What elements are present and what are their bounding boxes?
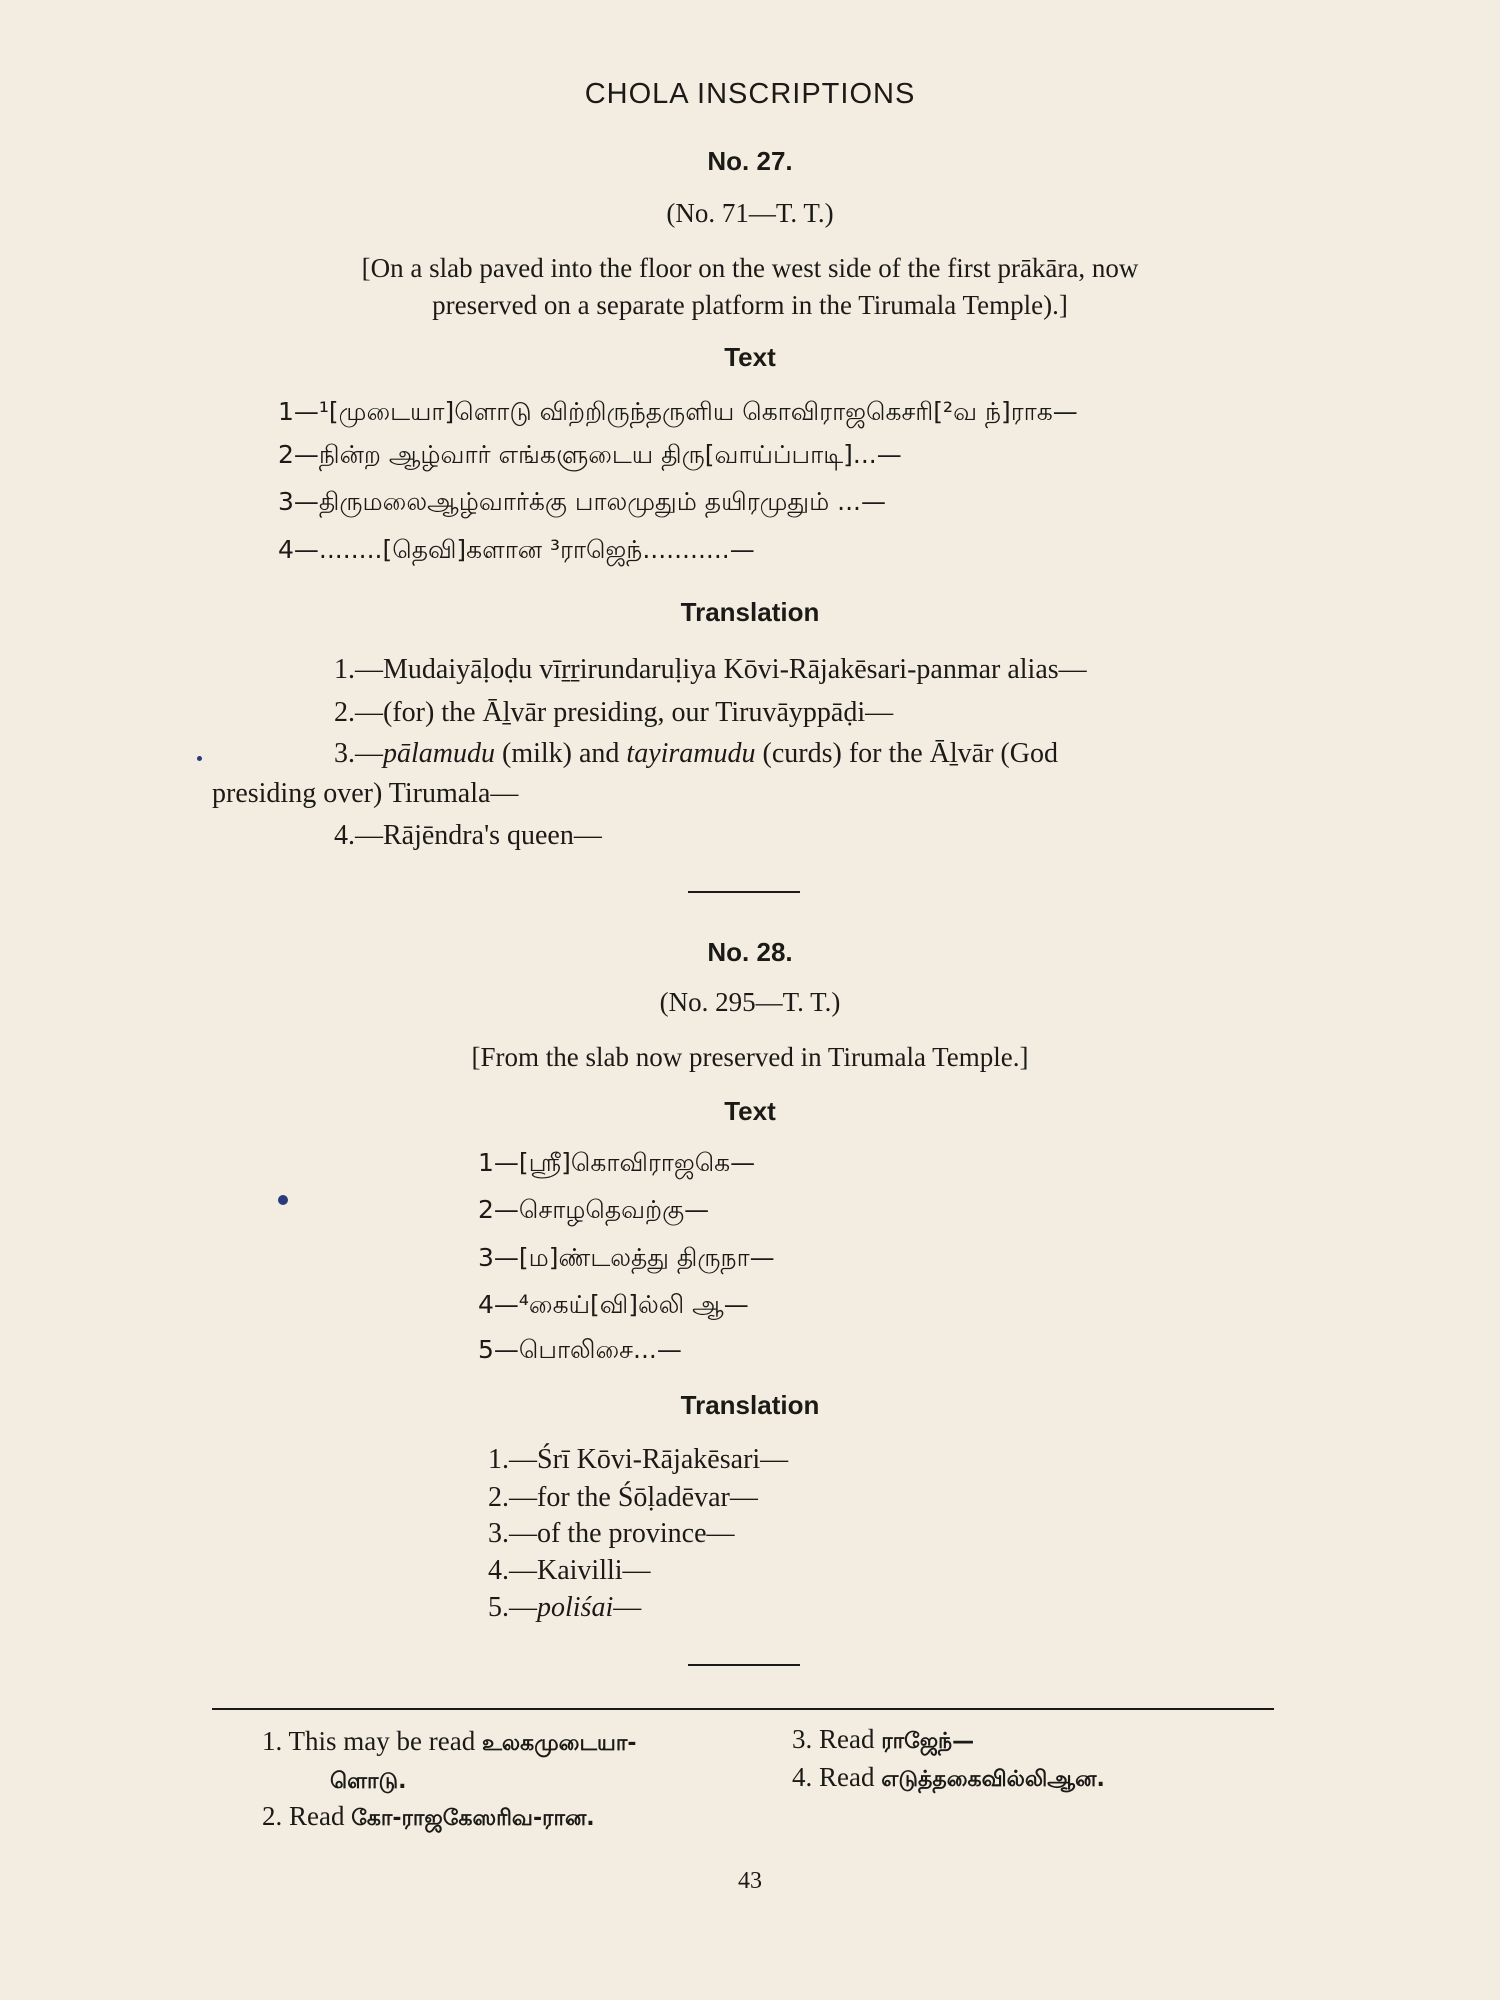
footnote-2-tamil: கோ-ராஜகேஸரிவ-ரான. [351,1806,595,1831]
inscription-28-ref: (No. 295—T. T.) [659,987,841,1017]
footnote-1-continued [330,1764,406,1797]
translation-3-number: 3.— [334,738,383,769]
footnote-rule [212,1708,1274,1710]
inscription-28-text-line-5: 5—பொலிசை...— [478,1335,682,1364]
footnote-4 [792,1762,1105,1795]
inscription-27-location-line-1: [On a slab paved into the floor on the west side of the first prākāra, now [361,253,1139,283]
translation-5-end: — [613,1592,642,1623]
inscription-28-text-line-4: 4—⁴கைய்[வி]ல்லி ஆ— [478,1290,749,1319]
running-head: CHOLA INSCRIPTIONS [584,78,916,110]
translation-3-mid: (milk) and [495,738,627,769]
footnote-3-text: 3. Read [792,1724,882,1754]
inscription-27-translation-line-3-cont: presiding over) Tirumala— [212,778,519,809]
footnote-1-text: 1. This may be read [262,1726,482,1756]
section-divider [688,891,800,893]
section-divider-2 [688,1664,800,1666]
footnote-3-tamil: ராஜேந்— [881,1729,975,1754]
inscription-27-ref: (No. 71—T. T.) [666,198,834,228]
inscription-27-translation-line-4: 4.—Rājēndra's queen— [334,820,602,851]
inscription-28-text-line-2: 2—சொழதெவற்கு— [478,1195,710,1224]
inscription-27-text-line-3: 3—திருமலைஆழ்வார்க்கு பாலமுதும் தயிரமுதும் ...— [278,487,886,516]
translation-5-number: 5.— [488,1592,537,1623]
page-number: 43 [738,1868,762,1894]
inscription-28-text-heading: Text [724,1096,776,1126]
inscription-27-text-heading: Text [724,342,776,372]
footnote-1-tamil-cont: ளொடு. [330,1769,407,1794]
inscription-28-number: No. 28. [707,937,793,967]
inscription-27-translation-line-2: 2.—(for) the Āḻvār presiding, our Tiruvāyppāḍi— [334,697,894,728]
inscription-27-text-line-1: 1—¹[முடையா]ளொடு விற்றிருந்தருளிய கொவிராஜகெசரி[²வ ந்]ராக— [278,397,1078,426]
inscription-28-translation-line-3: 3.—of the province— [488,1518,735,1549]
footnote-4-text: 4. Read [792,1762,882,1792]
translation-3-term-curds: tayiramudu [626,738,756,769]
inscription-28-translation-line-5 [488,1592,641,1624]
ink-spot [278,1195,288,1205]
translation-3-rest: (curds) for the Āḻvār (God [755,738,1058,769]
inscription-28-text-line-3: 3—[ம]ண்டலத்து திருநா— [478,1243,775,1272]
inscription-27-translation-line-1: 1.—Mudaiyāḷoḍu vīṟṟirundaruḷiya Kōvi-Rājakēsari-panmar alias— [334,654,1087,685]
inscription-27-text-line-4: 4—........[தெவி]களான ³ராஜெந்...........— [278,535,755,564]
inscription-28-location: [From the slab now preserved in Tirumala Temple.] [471,1042,1029,1072]
inscription-28-translation-line-4: 4.—Kaivilli— [488,1555,651,1586]
footnote-1-tamil: உலகமுடையா- [481,1731,637,1756]
inscription-27-translation-heading: Translation [680,597,820,627]
ink-speck [197,756,202,761]
footnote-1 [262,1726,637,1759]
inscription-28-translation-line-1: 1.—Śrī Kōvi-Rājakēsari— [488,1444,789,1475]
inscription-28-translation-heading: Translation [680,1390,820,1420]
footnote-2-text: 2. Read [262,1801,352,1831]
inscription-27-location-line-2: preserved on a separate platform in the Tirumala Temple).] [432,290,1068,320]
footnote-2 [262,1801,595,1834]
translation-5-term: poliśai [537,1592,614,1623]
inscription-27-text-line-2: 2—நின்ற ஆழ்வார் எங்களுடைய திரு[வாய்ப்பாடி]...— [278,440,902,469]
inscription-27-number: No. 27. [707,146,793,176]
inscription-28-translation-line-2: 2.—for the Śōḷadēvar— [488,1482,758,1513]
footnote-3 [792,1724,974,1757]
translation-3-term-milk: pālamudu [383,738,495,769]
inscription-28-text-line-1: 1—[ஸ்ரீ]கொவிராஜகெ— [478,1148,756,1177]
inscription-27-translation-line-3 [334,738,1268,770]
footnote-4-tamil: எடுத்தகைவில்லிஆன. [881,1767,1105,1792]
